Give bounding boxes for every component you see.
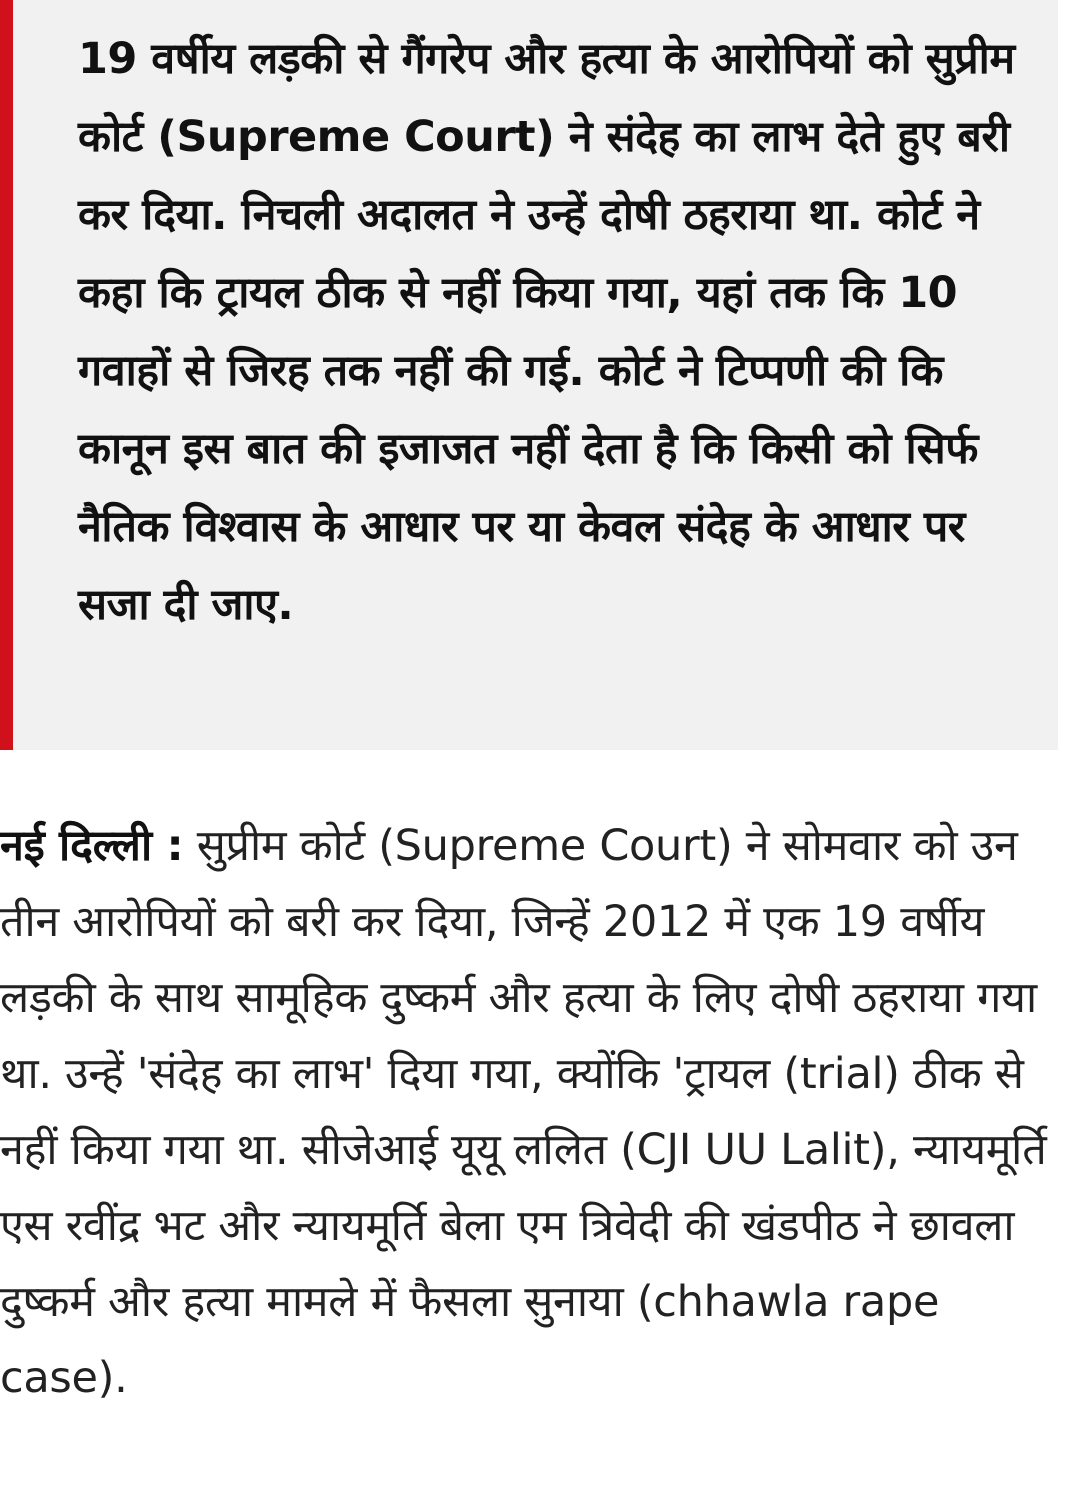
article-body	[0, 808, 1070, 1416]
article-summary-box	[0, 0, 1058, 750]
summary-accent-bar	[0, 0, 13, 750]
article-body-text: सुप्रीम कोर्ट (Supreme Court) ने सोमवार को उन तीन आरोपियों को बरी कर दिया, जिन्हें 2012 में एक 19 वर्षीय लड़की के साथ सामूहिक दुष्कर्म और हत्या के लिए दोषी ठहराया गया था. उन्हें 'संदेह का लाभ' दिया गया, क्योंकि 'ट्रायल (trial) ठीक से नहीं किया गया था. सीजेआई यूयू ललित (CJI UU Lalit), न्यायमूर्ति एस रवींद्र भट और न्यायमूर्ति बेला एम त्रिवेदी की खंडपीठ ने छावला दुष्कर्म और हत्या मामले में फैसला सुनाया (chhawla rape case).	[0, 821, 1047, 1403]
summary-text: 19 वर्षीय लड़की से गैंगरेप और हत्या के आरोपियों को सुप्रीम कोर्ट (Supreme Court) ने संदेह का लाभ देते हुए बरी कर दिया. निचली अदालत ने उन्हें दोषी ठहराया था. कोर्ट ने कहा कि ट्रायल ठीक से नहीं किया गया, यहां तक कि 10 गवाहों से जिरह तक नहीं की गई. कोर्ट ने टिप्पणी की कि कानून इस बात की इजाजत नहीं देता है कि किसी को सिर्फ नैतिक विश्वास के आधार पर या केवल संदेह के आधार पर सजा दी जाए.	[78, 34, 1015, 630]
dateline: नई दिल्ली :	[0, 821, 184, 871]
